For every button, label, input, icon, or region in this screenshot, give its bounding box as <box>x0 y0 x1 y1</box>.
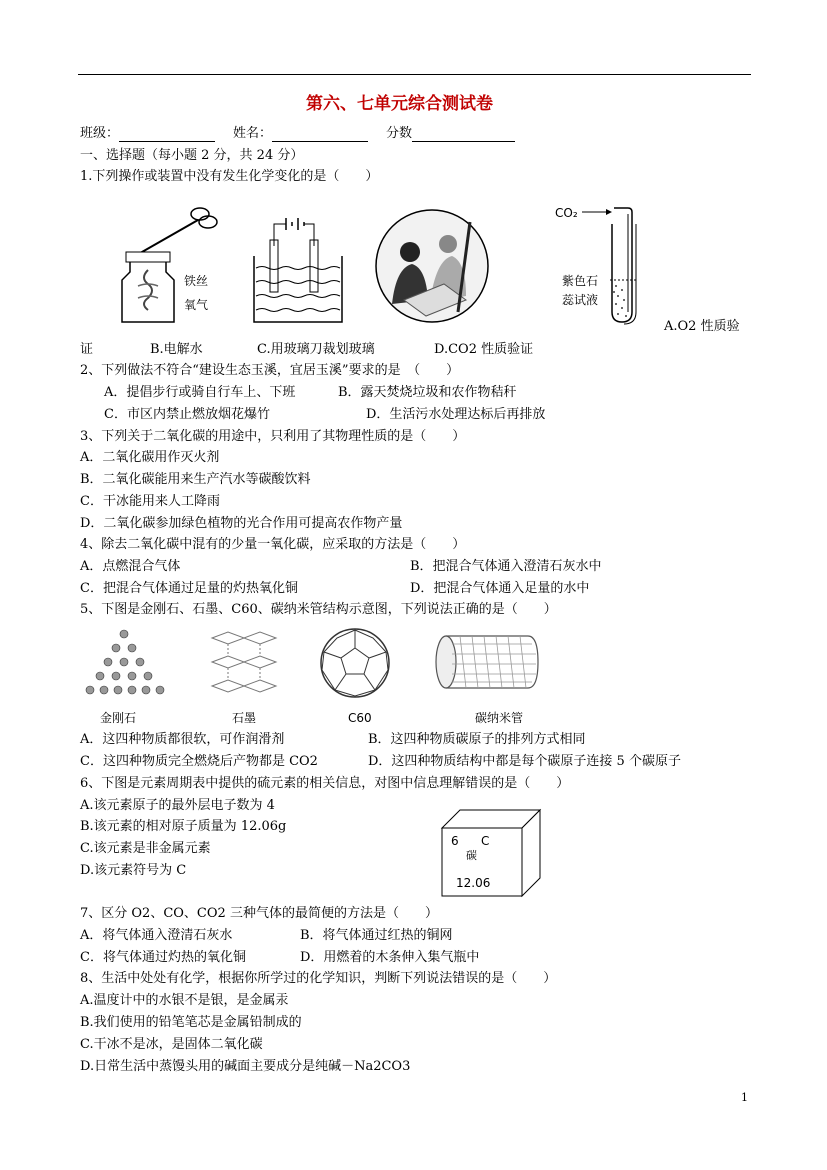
iron-wire-label: 铁丝 <box>184 274 209 288</box>
exam-title: 第六、七单元综合测试卷 <box>306 94 493 114</box>
diamond-label: 金刚石 <box>100 711 137 725</box>
q3-option-c: C．干冰能用来人工降雨 <box>80 494 220 509</box>
q7-option-c: C．将气体通过灼热的氧化铜 <box>80 950 246 965</box>
q4-option-d: D．把混合气体通入足量的水中 <box>410 581 590 596</box>
electrolysis-figure <box>248 210 348 325</box>
name-field <box>233 126 368 142</box>
q3-option-d: D．二氧化碳参加绿色植物的光合作用可提高农作物产量 <box>80 516 403 531</box>
q6-option-b: B.该元素的相对原子质量为 12.06g <box>80 819 287 834</box>
q1-stem: 1.下列操作或装置中没有发生化学变化的是（ ） <box>80 169 379 184</box>
q2-option-a: A．提倡步行或骑自行车上、下班 <box>104 385 296 400</box>
q5-option-b: B．这四种物质碳原子的排列方式相同 <box>368 732 586 747</box>
element-name: 碳 <box>466 849 477 862</box>
q7-stem: 7、区分 O2、CO、CO2 三种气体的最简便的方法是（ ） <box>80 906 438 921</box>
co2-label: CO₂ <box>555 206 578 220</box>
q3-option-a: A．二氧化碳用作灭火剂 <box>80 450 220 465</box>
q6-option-c: C.该元素是非金属元素 <box>80 841 211 856</box>
diamond-structure <box>80 626 170 706</box>
graphite-structure <box>208 628 280 702</box>
score-label: 分数 <box>386 126 413 141</box>
q1-option-b: B.电解水 <box>150 342 203 357</box>
element-number: 6 <box>451 834 459 848</box>
name-blank[interactable] <box>272 128 368 142</box>
page-number: 1 <box>741 1091 748 1104</box>
element-symbol: C <box>481 834 490 848</box>
oxygen-label: 氧气 <box>184 298 209 312</box>
q2-option-d: D．生活污水处理达标后再排放 <box>366 407 546 422</box>
q1-option-a-part2: 证 <box>80 342 94 357</box>
q8-option-b: B.我们使用的铅笔笔芯是金属铅制成的 <box>80 1015 302 1030</box>
q8-option-c: C.干冰不是冰，是固体二氧化碳 <box>80 1037 263 1052</box>
name-label: 姓名： <box>233 126 273 141</box>
q5-option-d: D．这四种物质结构中都是每个碳原子连接 5 个碳原子 <box>368 754 681 769</box>
nanotube-structure <box>432 632 540 692</box>
q4-option-c: C．把混合气体通过足量的灼热氧化铜 <box>80 581 298 596</box>
class-blank[interactable] <box>119 128 215 142</box>
q1-option-d: D.CO2 性质验证 <box>434 342 534 357</box>
element-mass: 12.06 <box>456 876 491 890</box>
class-field <box>80 126 215 142</box>
litmus-label-2: 蕊试液 <box>562 293 599 307</box>
q5-option-a: A．这四种物质都很软，可作润滑剂 <box>80 732 285 747</box>
nanotube-label: 碳纳米管 <box>475 711 524 725</box>
q2-stem: 2、下列做法不符合“建设生态玉溪，宜居玉溪”要求的是 （ ） <box>80 363 460 378</box>
q5-stem: 5、下图是金刚石、石墨、C60、碳纳米管结构示意图，下列说法正确的是（ ） <box>80 602 557 617</box>
header-rule <box>78 74 751 75</box>
q8-stem: 8、生活中处处有化学，根据你所学过的化学知识，判断下列说法错误的是（ ） <box>80 971 557 986</box>
q4-option-a: A．点燃混合气体 <box>80 559 181 574</box>
graphite-label: 石墨 <box>232 711 257 725</box>
score-field <box>386 126 515 142</box>
c60-label: C60 <box>348 711 372 725</box>
q1-option-a-part1: A.O2 性质验 <box>664 319 740 334</box>
q5-option-c: C．这四种物质完全燃烧后产物都是 CO2 <box>80 754 318 769</box>
q7-option-a: A．将气体通入澄清石灰水 <box>80 928 233 943</box>
section-heading: 一、选择题（每小题 2 分，共 24 分） <box>80 148 304 163</box>
q4-option-b: B．把混合气体通入澄清石灰水中 <box>410 559 602 574</box>
q7-option-b: B．将气体通过红热的铜网 <box>300 928 453 943</box>
q8-option-d: D.日常生活中蒸馒头用的碱面主要成分是纯碱－Na2CO3 <box>80 1059 411 1074</box>
q6-stem: 6、下图是元素周期表中提供的硫元素的相关信息，对图中信息理解错误的是（ ） <box>80 776 570 791</box>
q6-option-d: D.该元素符号为 C <box>80 863 187 878</box>
q2-option-b: B．露天焚烧垃圾和农作物秸秆 <box>338 385 517 400</box>
q4-stem: 4、除去二氧化碳中混有的少量一氧化碳，应采取的方法是（ ） <box>80 537 466 552</box>
q3-option-b: B．二氧化碳能用来生产汽水等碳酸饮料 <box>80 472 311 487</box>
q1-option-c: C.用玻璃刀裁划玻璃 <box>257 342 375 357</box>
score-blank[interactable] <box>412 128 515 142</box>
iron-oxygen-figure <box>108 200 228 330</box>
c60-structure <box>318 626 392 700</box>
q6-option-a: A.该元素原子的最外层电子数为 4 <box>80 798 275 813</box>
q7-option-d: D．用燃着的木条伸入集气瓶中 <box>300 950 480 965</box>
class-label: 班级： <box>80 126 120 141</box>
q2-option-c: C．市区内禁止燃放烟花爆竹 <box>104 407 270 422</box>
q3-stem: 3、下列关于二氧化碳的用途中，只利用了其物理性质的是（ ） <box>80 429 466 444</box>
glass-cutting-photo <box>374 208 490 324</box>
q8-option-a: A.温度计中的水银不是银，是金属汞 <box>80 993 289 1008</box>
litmus-label-1: 紫色石 <box>562 274 599 288</box>
